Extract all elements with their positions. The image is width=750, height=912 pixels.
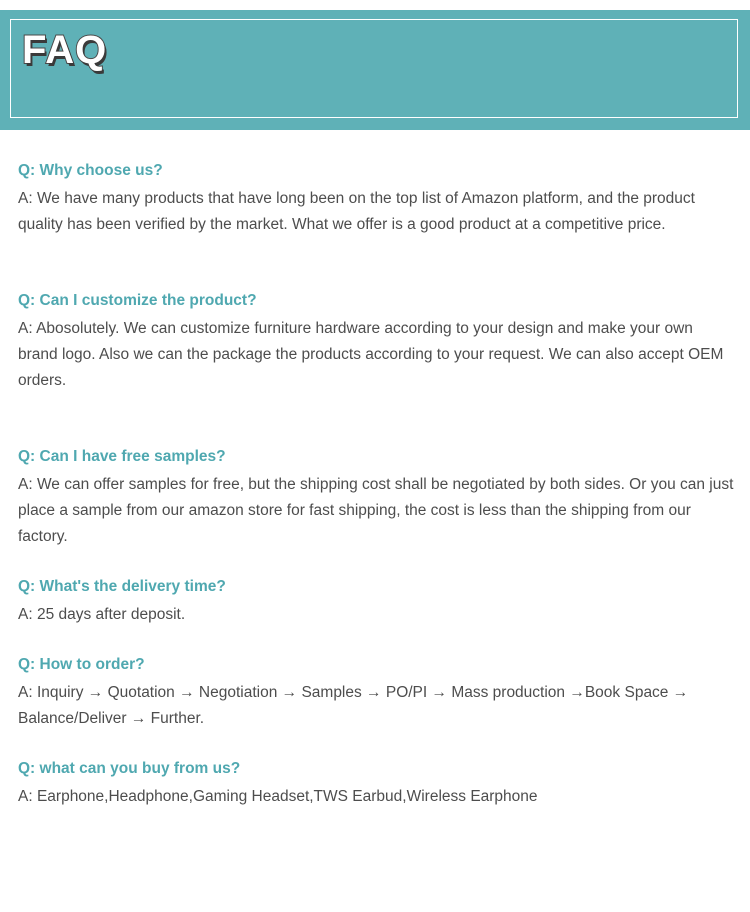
faq-question: Q: Why choose us? <box>18 162 163 179</box>
faq-item-why-choose-us <box>18 160 734 238</box>
faq-question: Q: How to order? <box>18 656 145 673</box>
faq-question: Q: Can I customize the product? <box>18 292 257 309</box>
faq-question: Q: What's the delivery time? <box>18 578 226 595</box>
faq-list <box>18 160 734 810</box>
faq-item-customize <box>18 290 734 394</box>
faq-item-what-to-buy <box>18 758 734 810</box>
faq-answer: A: Earphone,Headphone,Gaming Headset,TWS Earbud,Wireless Earphone <box>18 788 538 805</box>
faq-answer: A: We can offer samples for free, but the shipping cost shall be negotiated by both sides. Or you can just place a sample from our amazon store for fast shipping, the cost is less than the shipping from our factory. <box>18 476 734 545</box>
faq-item-how-to-order <box>18 654 734 732</box>
faq-answer: A: We have many products that have long been on the top list of Amazon platform, and the product quality has been verified by the market. What we offer is a good product at a competitive price. <box>18 190 695 233</box>
faq-item-delivery-time <box>18 576 734 628</box>
faq-answer: A: 25 days after deposit. <box>18 606 186 623</box>
banner-title: FAQ <box>22 28 108 72</box>
faq-question: Q: what can you buy from us? <box>18 760 241 777</box>
faq-item-free-samples <box>18 446 734 550</box>
faq-banner <box>0 10 750 130</box>
banner-frame <box>10 19 738 118</box>
faq-answer: A: Inquiry → Quotation → Negotiation → Samples → PO/PI → Mass production →Book Space → Balance/Deliver → Further. <box>18 684 689 727</box>
faq-answer: A: Abosolutely. We can customize furniture hardware according to your design and make your own brand logo. Also we can the package the products according to your request. We can also accept OEM orders. <box>18 320 724 389</box>
faq-question: Q: Can I have free samples? <box>18 448 226 465</box>
